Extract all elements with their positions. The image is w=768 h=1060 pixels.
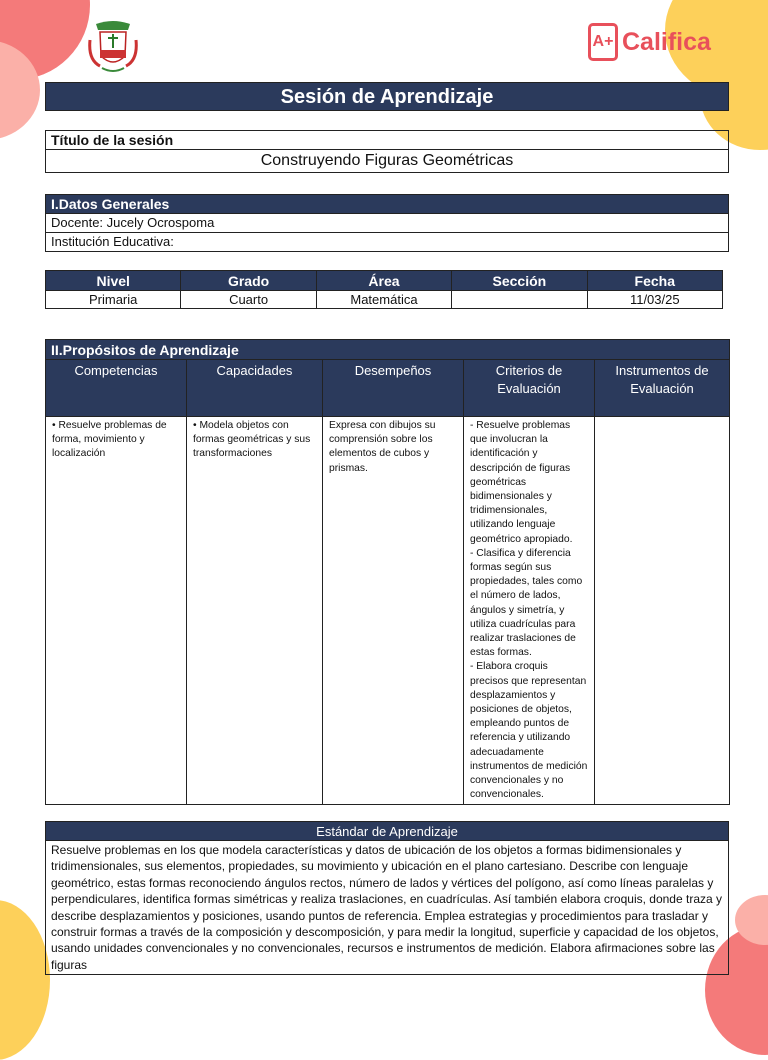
cell-competencias: • Resuelve problemas de forma, movimiento y localización [46,417,187,805]
propositos-heading: II.Propósitos de Aprendizaje [46,340,730,360]
decor-blob-bottom-left [0,900,50,1060]
header-fecha: Fecha [587,271,722,291]
estandar-heading: Estándar de Aprendizaje [46,822,729,841]
cell-instrumentos [595,417,730,805]
brand-name: Califica [622,27,711,56]
info-table [45,270,723,309]
session-title: Construyendo Figuras Geométricas [46,150,729,173]
page-title: Sesión de Aprendizaje [45,82,729,111]
col-instrumentos: Instrumentos de Evaluación [595,360,730,417]
col-competencias: Competencias [46,360,187,417]
califica-logo [588,19,711,65]
header-area: Área [316,271,451,291]
value-fecha: 11/03/25 [587,291,722,309]
value-seccion [452,291,587,309]
docente-field: Docente: Jucely Ocrospoma [46,214,729,233]
estandar-table [45,821,729,975]
logo-mark-text: A+ [592,33,614,50]
cell-capacidades: • Modela objetos con formas geométricas y sus transformaciones [187,417,323,805]
value-nivel: Primaria [46,291,181,309]
session-title-table [45,130,729,173]
header-nivel: Nivel [46,271,181,291]
institucion-field: Institución Educativa: [46,233,729,252]
datos-generales-heading: I.Datos Generales [46,195,729,214]
propositos-table [45,339,730,805]
col-criterios: Criterios de Evaluación [464,360,595,417]
value-area: Matemática [316,291,451,309]
peru-coat-of-arms-icon [88,20,138,74]
header-seccion: Sección [452,271,587,291]
value-grado: Cuarto [181,291,316,309]
califica-logo-mark [588,23,618,61]
datos-generales-table [45,194,729,252]
col-desempenos: Desempeños [323,360,464,417]
cell-desempenos: Expresa con dibujos su comprensión sobre los elementos de cubos y prismas. [323,417,464,805]
session-label: Título de la sesión [46,131,729,150]
estandar-text: Resuelve problemas en los que modela características y datos de ubicación de los objetos a formas bidimensionales y tridimensionales, sus elementos, propiedades, su movimiento y ubicación en el plano cartesiano. Describe con lenguaje geométrico, estas formas reconociendo ángulos rectos, número de lados y vértices del polígono, así como líneas paralelas y perpendiculares, identifica formas simétricas y realiza traslaciones, en cuadrículas. Así también elabora croquis, donde traza y describe desplazamientos y posiciones, usando puntos de referencia. Emplea estrategias y procedimientos para trasladar y construir formas a través de la composición y descomposición, y para medir la longitud, superficie y capacidad de los objetos, usando unidades convencionales y no convencionales, recursos e instrumentos de medición. Elabora afirmaciones sobre las figuras [46,841,729,975]
header-grado: Grado [181,271,316,291]
cell-criterios: - Resuelve problemas que involucran la identificación y descripción de figuras geométricas bidimensionales y tridimensionales, utilizando lenguaje geométrico apropiado. - Clasifica y diferencia formas según sus propiedades, tales como el número de lados, ángulos y simetría, y utiliza cuadrículas para realizar traslaciones de estas formas. - Elabora croquis precisos que representan desplazamientos y posiciones de objetos, empleando puntos de referencia y utilizando adecuadamente instrumentos de medición convencionales y no convencionales. [464,417,595,805]
col-capacidades: Capacidades [187,360,323,417]
